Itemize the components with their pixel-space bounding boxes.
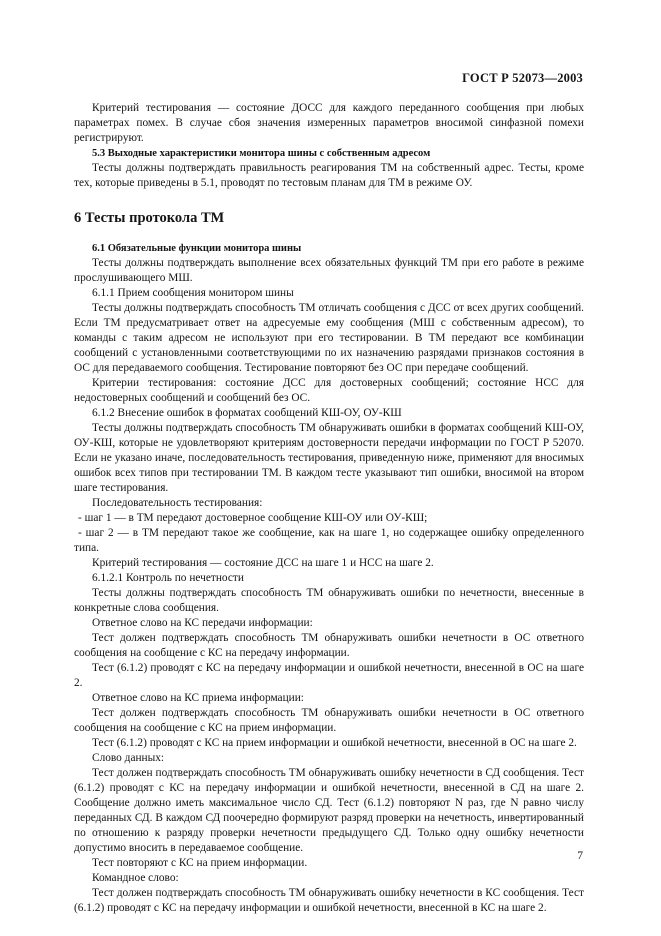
paragraph: Тест должен подтверждать способность ТМ обнаруживать ошибки нечетности в ОС ответного сообщения на сообщение с КС на прием информации. <box>74 707 584 734</box>
paragraph: Тест должен подтверждать способность ТМ обнаруживать ошибки нечетности в ОС ответного сообщения на сообщение с КС на передачу информации. <box>74 632 584 659</box>
paragraph: Тест (6.1.2) проводят с КС на прием информации и ошибкой нечетности, внесенной в ОС на шаге 2. <box>92 737 577 749</box>
subsection-heading: 5.3 Выходные характеристики монитора шины с собственным адресом <box>92 148 431 159</box>
paragraph: Тест должен подтверждать способность ТМ обнаруживать ошибку нечетности в КС сообщения. Тест (6.1.2) проводят с КС на передачу информации и ошибкой нечетности, внесенной в КС на шаге 2. <box>74 887 584 914</box>
paragraph: Критерий тестирования — состояние ДОСС для каждого переданного сообщения при любых параметрах помех. В случае сбоя значения измеренных параметров вносимой синфазной помехи регистрируют. <box>74 102 584 144</box>
list-item: - шаг 1 — в ТМ передают достоверное сообщение КШ-ОУ или ОУ-КШ; <box>78 512 428 524</box>
paragraph: Тесты должны подтверждать правильность реагирования ТМ на собственный адрес. Тесты, кроме тех, которые приведены в 5.1, проводят по тестовым планам для ТМ в режиме ОУ. <box>74 162 584 189</box>
list-item: - шаг 2 — в ТМ передают такое же сообщение, как на шаге 1, но содержащее ошибку определенного типа. <box>74 527 584 554</box>
document-code-header: ГОСТ Р 52073—2003 <box>462 71 583 85</box>
paragraph: Тесты должны подтверждать способность ТМ обнаруживать ошибки по нечетности, внесенные в конкретные слова сообщения. <box>74 587 584 614</box>
document-body <box>74 101 584 916</box>
paragraph: 6.1.1 Прием сообщения монитором шины <box>92 287 294 299</box>
paragraph: 6.1.2 Внесение ошибок в форматах сообщений КШ-ОУ, ОУ-КШ <box>92 407 402 419</box>
section-heading: 6 Тесты протокола ТМ <box>74 210 225 226</box>
subsection-heading: 6.1 Обязательные функции монитора шины <box>92 243 302 254</box>
paragraph: Критерий тестирования — состояние ДСС на шаге 1 и НСС на шаге 2. <box>92 557 434 569</box>
paragraph: Последовательность тестирования: <box>92 497 263 509</box>
paragraph: Критерии тестирования: состояние ДСС для достоверных сообщений; состояние НСС для недостоверных сообщений и сообщений без ОС. <box>74 377 584 404</box>
paragraph: Тест должен подтверждать способность ТМ обнаруживать ошибку нечетности в СД сообщения. Тест (6.1.2) проводят с КС на передачу информации и ошибкой нечетности, внесенной в СД на шаге 2. Сообщение должно иметь максимальное число СД. Тест (6.1.2) повторяют N раз, где N равно числу переданных СД. В каждом СД поочередно формируют разряд проверки на нечетность, инвертированный по отношению к разряду проверки нечетности предыдущего СД. Только одну ошибку нечетности допустимо вносить в передаваемое сообщение. <box>74 767 584 854</box>
paragraph: Ответное слово на КС передачи информации: <box>92 617 313 629</box>
paragraph: Командное слово: <box>92 872 179 884</box>
page-number: 7 <box>577 850 583 862</box>
paragraph: 6.1.2.1 Контроль по нечетности <box>92 572 244 584</box>
paragraph: Ответное слово на КС приема информации: <box>92 692 304 704</box>
paragraph: Тесты должны подтверждать выполнение всех обязательных функций ТМ при его работе в режиме прослушивающего МШ. <box>74 257 584 284</box>
paragraph: Тест (6.1.2) проводят с КС на передачу информации и ошибкой нечетности, внесенной в ОС на шаге 2. <box>74 662 584 689</box>
paragraph: Слово данных: <box>92 752 165 764</box>
paragraph: Тест повторяют с КС на прием информации. <box>92 857 308 869</box>
paragraph: Тесты должны подтверждать способность ТМ отличать сообщения с ДСС от всех других сообщений. Если ТМ предусматривает ответ на адресуемые ему сообщения (МШ с собственным адресом), то команды с таким адресом не используют при его тестировании. В ТМ передают все комбинации сообщений с установленными соответствующими по их назначению разрядами признаков состояния в ОС для передаваемого сообщения. Тестирование повторяют без ОС при передаче сообщений. <box>74 302 584 374</box>
paragraph: Тесты должны подтверждать способность ТМ обнаруживать ошибки в форматах сообщений КШ-ОУ, ОУ-КШ, которые не удовлетворяют критериям достоверности передачи информации по ГОСТ Р 52070. Если не указано иначе, последовательность тестирования, приведенную ниже, применяют для вносимых ошибок всех типов при тестировании ТМ. В каждом тесте указывают тип ошибки, вносимой на втором шаге тестирования. <box>74 422 584 494</box>
